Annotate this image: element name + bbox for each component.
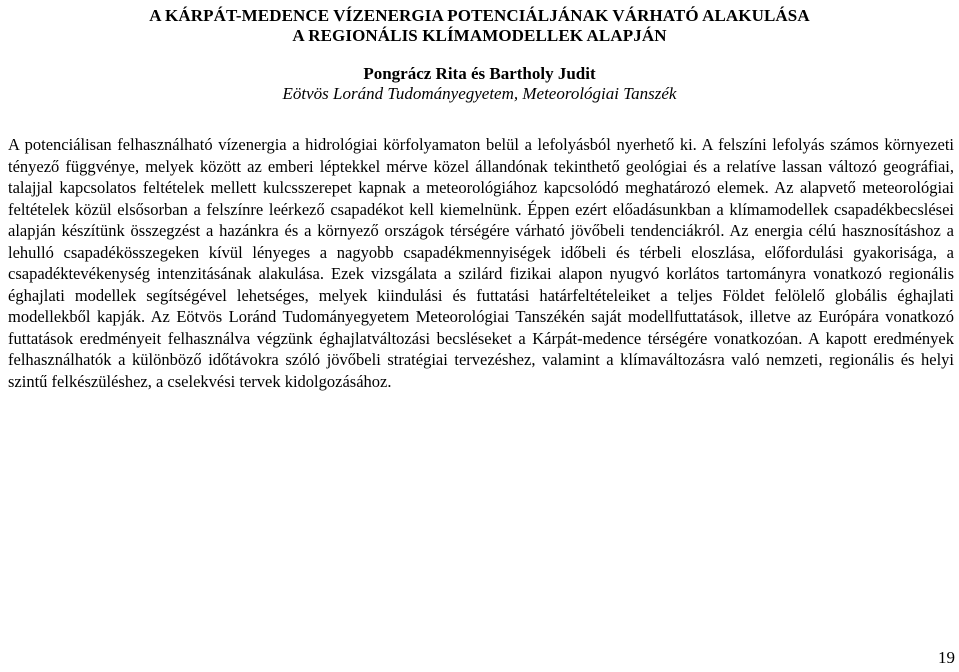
authors: Pongrácz Rita és Bartholy Judit bbox=[363, 64, 596, 83]
title-line-2: A REGIONÁLIS KLÍMAMODELLEK ALAPJÁN bbox=[292, 26, 667, 45]
affiliation: Eötvös Loránd Tudományegyetem, Meteorológiai Tanszék bbox=[282, 84, 677, 103]
title-line-1: A KÁRPÁT-MEDENCE VÍZENERGIA POTENCIÁLJÁNAK VÁRHATÓ ALAKULÁSA bbox=[149, 6, 810, 25]
page-number: 19 bbox=[938, 648, 955, 667]
abstract-paragraph: A potenciálisan felhasználható vízenergia a hidrológiai körfolyamaton belül a lefolyásból nyerhető ki. A felszíni lefolyás számos környezeti tényező függvénye, melyek között az emberi léptekkel mérve közel állandónak tekinthető geológiai és a relatíve lassan változó geográfiai, talajjal kapcsolatos feltételek mellett kulcsszerepet kapnak a meteorológiához kapcsolódó meghatározó elemek. Az alapvető meteorológiai feltételek közül elsősorban a felszínre leérkező csapadékot kell kiemelnünk. Éppen ezért előadásunkban a klímamodellek csapadékbecslései alapján készítünk összegzést a hazánkra és a környező országok térségére várható jövőbeli tendenciákról. Az energia célú hasznosításhoz a lehulló csapadékösszegeken kívül lényeges a nagyobb csapadékmennyiségek időbeli és térbeli eloszlása, előfordulási gyakorisága, a csapadéktevékenység intenzitásának alakulása. Ezek vizsgálata a szilárd fizikai alapon nyugvó korlátos tartományra vonatkozó regionális éghajlati modellek segítségével lehetséges, melyek kiindulási és futtatási határfeltételeiket a teljes Földet felölelő globális éghajlati modellekből kapják. Az Eötvös Loránd Tudományegyetem Meteorológiai Tanszékén saját modellfuttatások, illetve az Európára vonatkozó futtatások eredményeit felhasználva végzünk éghajlatváltozási becsléseket a Kárpát-medence térségére vonatkozóan. A kapott eredmények felhasználhatók a különböző időtávokra szóló jövőbeli stratégiai tervezéshez, valamint a klímaváltozásra való nemzeti, regionális és helyi szintű felkészüléshez, a cselekvési tervek kidolgozásához. bbox=[8, 135, 954, 391]
